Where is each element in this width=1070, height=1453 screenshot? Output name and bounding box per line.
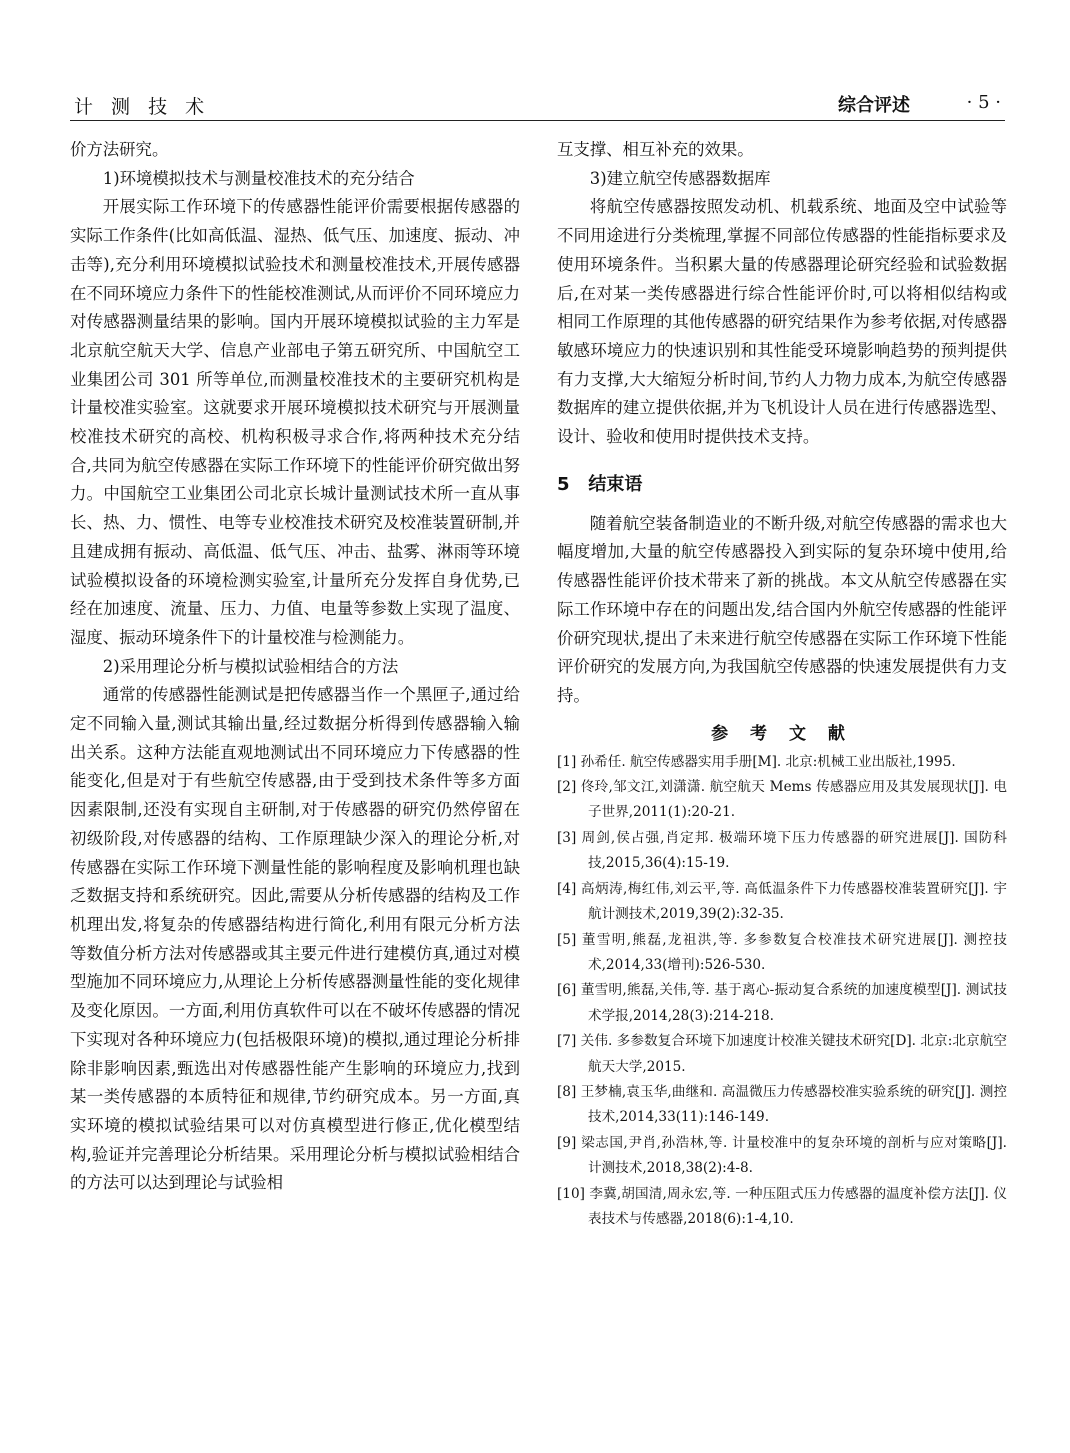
page-number: · 5 · (966, 92, 1001, 113)
journal-name: 计 测 技 术 (74, 96, 211, 118)
reference-item: [3] 周剑,侯占强,肖定邦. 极端环境下压力传感器的研究进展[J]. 国防科技,2015,36(4):15-19. (557, 829, 1007, 872)
references-title: 参 考 文 献 (711, 723, 853, 744)
reference-item: [6] 董雪明,熊磊,关伟,等. 基于离心-振动复合系统的加速度模型[J]. 测试技术学报,2014,28(3):214-218. (557, 982, 1007, 1024)
reference-item: [2] 佟玲,邹文江,刘潇潇. 航空航天 Mems 传感器应用及其发展现状[J]. 电子世界,2011(1):20-21. (557, 779, 1007, 821)
reference-item: [10] 李冀,胡国清,周永宏,等. 一种压阻式压力传感器的温度补偿方法[J]. 仪表技术与传感器,2018(6):1-4,10. (557, 1185, 1007, 1227)
subsection-heading: 2)采用理论分析与模拟试验相结合的方法 (102, 656, 399, 676)
reference-list (557, 750, 1007, 1233)
paragraph: 互支撑、相互补充的效果。 (557, 140, 754, 159)
subsection-heading: 1)环境模拟技术与测量校准技术的充分结合 (102, 168, 415, 188)
reference-item: [8] 王梦楠,袁玉华,曲继和. 高温微压力传感器校准实验系统的研究[J]. 测控技术,2014,33(11):146-149. (557, 1083, 1007, 1126)
section-name: 综合评述 (838, 95, 910, 116)
paragraph: 开展实际工作环境下的传感器性能评价需要根据传感器的实际工作条件(比如高低温、湿热、低气压、加速度、振动、冲击等),充分利用环境模拟试验技术和测量校准技术,开展传感器在不同环境应力条件下的性能校准测试,从而评价不同环境应力对传感器测量结果的影响。国内开展环境模拟试验的主力军是北京航空航天大学、信息产业部电子第五研究所、中国航空工业集团公司 301 所等单位,而测量校准技术的主要研究机构是计量校准实验室。这就要求开展环境模拟技术研究与开展测量校准技术研究的高校、机构积极寻求合作,将两种技术充分结合,共同为航空传感器在实际工作环境下的性能评价研究做出努力。中国航空工业集团公司北京长城计量测试技术所一直从事长、热、力、惯性、电等专业校准技术研究及校准装置研制,并且建成拥有振动、高低温、低气压、冲击、盐雾、淋雨等环境试验模拟设备的环境检测实验室,计量所充分发挥自身优势,已经在加速度、流量、压力、力值、电量等参数上实现了温度、湿度、振动环境条件下的计量校准与检测能力。 (70, 197, 520, 647)
reference-item: [4] 高炳涛,梅红伟,刘云平,等. 高低温条件下力传感器校准装置研究[J]. 宇航计测技术,2019,39(2):32-35. (557, 880, 1007, 923)
reference-item: [7] 关伟. 多参数复合环境下加速度计校准关键技术研究[D]. 北京:北京航空航天大学,2015. (557, 1033, 1007, 1075)
reference-item: [9] 梁志国,尹肖,孙浩林,等. 计量校准中的复杂环境的剖析与应对策略[J]. 计测技术,2018,38(2):4-8. (557, 1134, 1007, 1177)
subsection-heading: 3)建立航空传感器数据库 (589, 168, 771, 188)
reference-item: [5] 董雪明,熊磊,龙祖洪,等. 多参数复合校准技术研究进展[J]. 测控技术,2014,33(增刊):526-530. (557, 931, 1007, 973)
reference-item: [1] 孙希任. 航空传感器实用手册[M]. 北京:机械工业出版社,1995. (557, 753, 956, 770)
right-column (557, 136, 1007, 1232)
left-column (70, 136, 520, 1198)
section-title: 5 结束语 (557, 473, 643, 495)
paragraph: 将航空传感器按照发动机、机载系统、地面及空中试验等不同用途进行分类梳理,掌握不同部位传感器的性能指标要求及使用环境条件。当积累大量的传感器理论研究经验和试验数据后,在对某一类传感器进行综合性能评价时,可以将相似结构或相同工作原理的其他传感器的研究结果作为参考依据,对传感器敏感环境应力的快速识别和其性能受环境影响趋势的预判提供有力支撑,大大缩短分析时间,节约人力物力成本,为航空传感器数据库的建立提供依据,并为飞机设计人员在进行传感器选型、设计、验收和使用时提供技术支持。 (557, 197, 1007, 447)
paragraph: 通常的传感器性能测试是把传感器当作一个黑匣子,通过给定不同输入量,测试其输出量,经过数据分析得到传感器输入输出关系。这种方法能直观地测试出不同环境应力下传感器的性能变化,但是对于有些航空传感器,由于受到技术条件等多方面因素限制,还没有实现自主研制,对于传感器的研究仍然停留在初级阶段,对传感器的结构、工作原理缺少深入的理论分析,对传感器在实际工作环境下测量性能的影响程度及影响机理也缺乏数据支持和系统研究。因此,需要从分析传感器的结构及工作机理出发,将复杂的传感器结构进行简化,利用有限元分析方法等数值分析方法对传感器或其主要元件进行建模仿真,通过对模型施加不同环境应力,从理论上分析传感器测量性能的变化规律及变化原因。一方面,利用仿真软件可以在不破坏传感器的情况下实现对各种环境应力(包括极限环境)的模拟,通过理论分析排除非影响因素,甄选出对传感器性能产生影响的环境应力,找到某一类传感器的本质特征和规律,节约研究成本。另一方面,真实环境的模拟试验结果可以对仿真模型进行修正,优化模型结构,验证并完善理论分析结果。采用理论分析与模拟试验相结合的方法可以达到理论与试验相 (70, 685, 520, 1193)
paragraph: 随着航空装备制造业的不断升级,对航空传感器的需求也大幅度增加,大量的航空传感器投入到实际的复杂环境中使用,给传感器性能评价技术带来了新的挑战。本文从航空传感器在实际工作环境中存在的问题出发,结合国内外航空传感器的性能评价研究现状,提出了未来进行航空传感器在实际工作环境下性能评价研究的发展方向,为我国航空传感器的快速发展提供有力支持。 (557, 513, 1007, 705)
paragraph: 价方法研究。 (70, 140, 169, 159)
running-header (70, 86, 1005, 121)
